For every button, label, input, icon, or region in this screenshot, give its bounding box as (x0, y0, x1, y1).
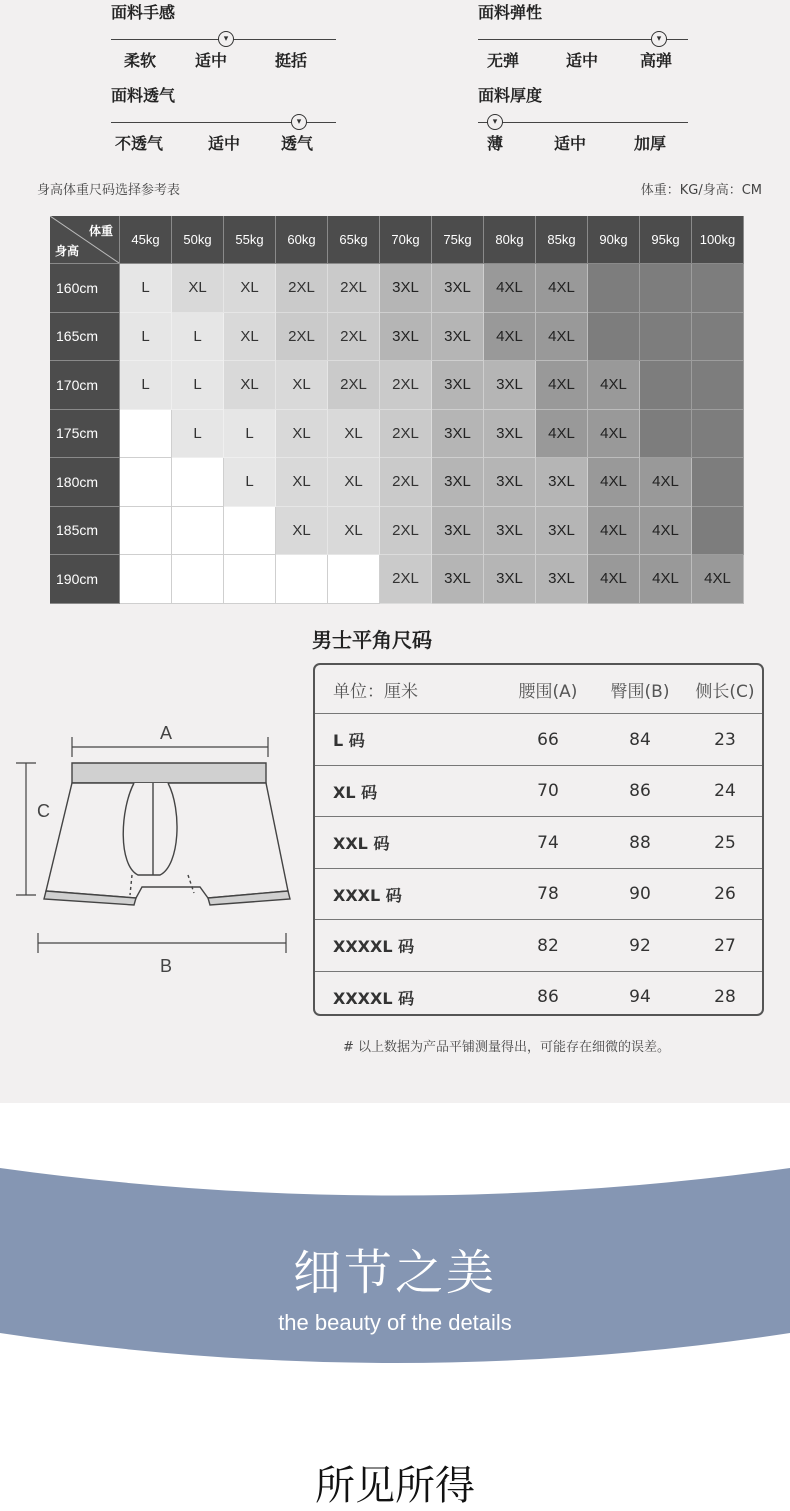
size-cell (692, 313, 744, 362)
size-cell (640, 264, 692, 313)
size-cell: 4XL (588, 458, 640, 507)
size-cell: 4XL (536, 264, 588, 313)
size-cell (640, 313, 692, 362)
dimension-c-label: C (37, 801, 50, 821)
size-cell: L (224, 410, 276, 459)
height-row-header: 180cm (50, 458, 120, 507)
measurement-cell: 86 (537, 987, 559, 1008)
weight-header: 90kg (588, 216, 640, 264)
size-cell: 4XL (588, 507, 640, 556)
size-cell: 2XL (380, 458, 432, 507)
size-cell: 3XL (432, 313, 484, 362)
size-cell (172, 555, 224, 604)
size-cell: 3XL (432, 264, 484, 313)
fabric-thickness-scale (478, 87, 718, 157)
size-cell: 2XL (380, 361, 432, 410)
fabric-elasticity-title: 面料弹性 (478, 3, 543, 22)
size-cell: XL (328, 458, 380, 507)
selected-marker-icon: ▾ (651, 31, 667, 47)
table-row (315, 816, 762, 869)
size-cell: 3XL (432, 361, 484, 410)
measurement-cell: 88 (629, 832, 651, 853)
size-cell: XL (276, 458, 328, 507)
fabric-breathability-title: 面料透气 (111, 86, 176, 105)
size-cell: 3XL (380, 313, 432, 362)
size-cell: XL (276, 361, 328, 410)
table-row (315, 919, 762, 972)
measurement-cell: 92 (629, 935, 651, 956)
size-cell: 4XL (588, 555, 640, 604)
size-cell (172, 458, 224, 507)
size-cell: 2XL (380, 555, 432, 604)
size-cell: XL (276, 410, 328, 459)
size-cell (224, 507, 276, 556)
scale-option: 适中 (208, 134, 241, 153)
table-row (315, 713, 762, 766)
weight-header: 60kg (276, 216, 328, 264)
dimension-a-label: A (159, 723, 173, 743)
fabric-breathability-scale (111, 87, 351, 157)
size-cell: 2XL (276, 264, 328, 313)
size-cell (276, 555, 328, 604)
column-header: 单位：厘米 (333, 681, 418, 702)
weight-header: 55kg (224, 216, 276, 264)
size-cell (224, 555, 276, 604)
measurement-cell: 78 (537, 884, 559, 905)
corner-height-label: 身高 (55, 244, 80, 258)
measurement-cell: 70 (537, 781, 559, 802)
height-row-header: 170cm (50, 361, 120, 410)
section-title: 所见所得 (315, 1463, 475, 1509)
column-header: 侧长(C) (695, 681, 755, 702)
size-cell: XL (224, 361, 276, 410)
fabric-feel-title: 面料手感 (111, 3, 176, 22)
corner-weight-label: 体重 (88, 224, 113, 238)
size-cell: 3XL (380, 264, 432, 313)
size-cell: XL (276, 507, 328, 556)
scale-option: 适中 (566, 51, 599, 70)
height-row-header: 175cm (50, 410, 120, 459)
size-cell: 3XL (536, 458, 588, 507)
scale-option: 适中 (554, 134, 587, 153)
size-cell: 3XL (432, 555, 484, 604)
dimension-b-label: B (159, 956, 173, 976)
measurement-cell: 27 (714, 935, 736, 956)
measurement-cell: 94 (629, 987, 651, 1008)
size-cell: 4XL (588, 410, 640, 459)
size-cell (692, 410, 744, 459)
size-cell (120, 555, 172, 604)
scale-option: 柔软 (124, 51, 157, 70)
size-cell: 4XL (484, 313, 536, 362)
size-cell: 3XL (536, 555, 588, 604)
size-cell: L (172, 361, 224, 410)
scale-line (478, 122, 688, 123)
size-cell: 4XL (640, 555, 692, 604)
scale-option: 不透气 (115, 134, 164, 153)
size-cell (692, 507, 744, 556)
size-chart-title: 男士平角尺码 (312, 628, 432, 652)
scale-option: 薄 (487, 134, 504, 153)
size-cell: 3XL (484, 361, 536, 410)
size-name-cell: XXXL 码 (333, 885, 402, 905)
size-chart-table (313, 663, 764, 1016)
selected-marker-icon: ▾ (218, 31, 234, 47)
size-cell: 4XL (484, 264, 536, 313)
size-name-cell: XXL 码 (333, 834, 390, 854)
column-header: 腰围(A) (518, 681, 578, 702)
size-cell: 3XL (484, 555, 536, 604)
fabric-thickness-title: 面料厚度 (478, 86, 543, 105)
weight-header: 75kg (432, 216, 484, 264)
scale-option: 高弹 (640, 51, 673, 70)
scale-option: 加厚 (634, 134, 667, 153)
size-cell: 4XL (536, 410, 588, 459)
weight-header: 100kg (692, 216, 744, 264)
size-cell: 3XL (484, 458, 536, 507)
size-cell: L (120, 264, 172, 313)
column-header: 臀围(B) (610, 681, 670, 702)
measurement-cell: 28 (714, 987, 736, 1008)
size-name-cell: L 码 (333, 731, 365, 751)
table-row (315, 971, 762, 1017)
size-cell (640, 410, 692, 459)
size-cell (640, 361, 692, 410)
scale-option: 适中 (195, 51, 228, 70)
size-cell (692, 361, 744, 410)
size-cell: XL (328, 507, 380, 556)
size-cell: 2XL (328, 361, 380, 410)
size-name-cell: XXXXL 码 (333, 988, 415, 1008)
boxer-brief-diagram (10, 715, 310, 980)
size-cell: 2XL (328, 264, 380, 313)
measurement-cell: 24 (714, 781, 736, 802)
size-cell: 2XL (328, 313, 380, 362)
measurement-cell: 26 (714, 884, 736, 905)
size-cell (588, 313, 640, 362)
size-cell: XL (328, 410, 380, 459)
size-cell: 4XL (588, 361, 640, 410)
details-banner (0, 1103, 790, 1503)
weight-header: 65kg (328, 216, 380, 264)
height-row-header: 165cm (50, 313, 120, 362)
scale-option: 无弹 (487, 51, 520, 70)
size-cell (588, 264, 640, 313)
size-cell: 3XL (432, 507, 484, 556)
size-cell: XL (224, 313, 276, 362)
height-row-header: 160cm (50, 264, 120, 313)
size-cell: 2XL (276, 313, 328, 362)
size-name-cell: XL 码 (333, 782, 378, 802)
table-corner-header (50, 216, 120, 264)
size-cell: 3XL (432, 458, 484, 507)
measurement-note: # 以上数据为产品平铺测量得出，可能存在细微的误差。 (343, 1040, 671, 1055)
scale-option: 挺括 (275, 51, 308, 70)
selected-marker-icon: ▾ (487, 114, 503, 130)
size-cell: 3XL (484, 507, 536, 556)
weight-header: 95kg (640, 216, 692, 264)
size-name-cell: XXXXL 码 (333, 937, 415, 957)
size-cell: 4XL (536, 361, 588, 410)
weight-header: 80kg (484, 216, 536, 264)
banner-subtitle: the beauty of the details (278, 1310, 512, 1335)
size-cell: L (172, 313, 224, 362)
measurement-cell: 90 (629, 884, 651, 905)
size-cell (120, 458, 172, 507)
size-cell (692, 264, 744, 313)
measurement-cell: 23 (714, 729, 736, 750)
scale-option: 透气 (281, 134, 314, 153)
measurement-cell: 82 (537, 935, 559, 956)
size-cell: L (172, 410, 224, 459)
fabric-elasticity-scale (478, 4, 718, 74)
size-cell: 4XL (640, 458, 692, 507)
size-cell: XL (224, 264, 276, 313)
size-cell: L (120, 361, 172, 410)
weight-header: 50kg (172, 216, 224, 264)
measurement-cell: 84 (629, 729, 651, 750)
size-cell: L (224, 458, 276, 507)
size-cell: XL (172, 264, 224, 313)
size-cell (172, 507, 224, 556)
height-row-header: 190cm (50, 555, 120, 604)
size-cell (328, 555, 380, 604)
size-cell: 4XL (692, 555, 744, 604)
weight-header: 70kg (380, 216, 432, 264)
size-cell (692, 458, 744, 507)
selected-marker-icon: ▾ (291, 114, 307, 130)
table-row (315, 765, 762, 818)
size-cell (120, 507, 172, 556)
weight-header: 85kg (536, 216, 588, 264)
size-cell (120, 410, 172, 459)
size-cell: 3XL (432, 410, 484, 459)
size-cell: 3XL (484, 410, 536, 459)
measurement-cell: 25 (714, 832, 736, 853)
height-row-header: 185cm (50, 507, 120, 556)
size-cell: 4XL (536, 313, 588, 362)
weight-header: 45kg (120, 216, 172, 264)
table-row (315, 868, 762, 921)
height-weight-size-table (50, 216, 740, 604)
size-cell: 3XL (536, 507, 588, 556)
measurement-cell: 86 (629, 781, 651, 802)
banner-title: 细节之美 (292, 1245, 497, 1301)
reference-table-caption: 身高体重尺码选择参考表 (37, 183, 181, 198)
size-cell: 4XL (640, 507, 692, 556)
measurement-cell: 66 (537, 729, 559, 750)
fabric-feel-scale (111, 4, 351, 74)
size-cell: L (120, 313, 172, 362)
size-cell: 2XL (380, 410, 432, 459)
size-chart-header-row (315, 665, 762, 713)
measurement-cell: 74 (537, 832, 559, 853)
size-cell: 2XL (380, 507, 432, 556)
reference-table-units: 体重：KG/身高：CM (640, 183, 762, 198)
